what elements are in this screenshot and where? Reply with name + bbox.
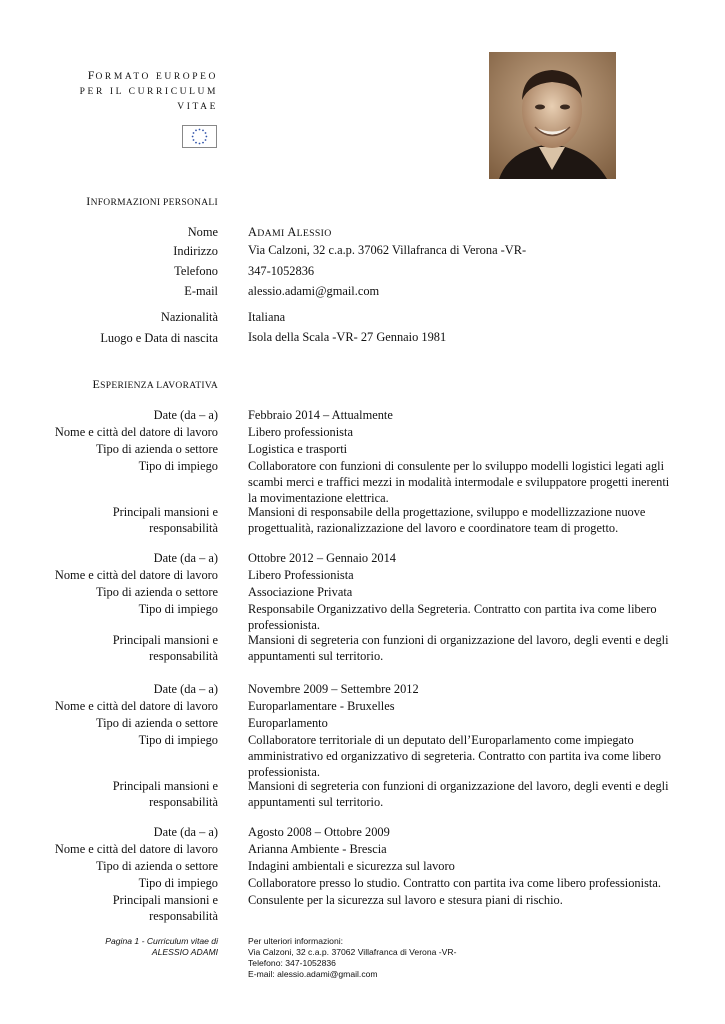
job-dates: Novembre 2009 – Settembre 2012 bbox=[248, 682, 419, 696]
job-sector-label: Tipo di azienda o settore bbox=[95, 442, 218, 456]
job-duties: Consulente per la sicurezza sul lavoro e stesura piani di rischio. bbox=[248, 893, 563, 907]
nationality-value: Italiana bbox=[248, 310, 286, 324]
job-duties-label-2: responsabilità bbox=[149, 795, 218, 809]
job-sector: Logistica e trasporti bbox=[248, 442, 348, 456]
job-dates: Agosto 2008 – Ottobre 2009 bbox=[248, 825, 390, 839]
address-label: Indirizzo bbox=[173, 244, 218, 258]
job-dates-label: Date (da – a) bbox=[153, 682, 218, 696]
job-dates: Ottobre 2012 – Gennaio 2014 bbox=[248, 551, 396, 565]
job-duties-label-1: Principali mansioni e bbox=[112, 505, 218, 519]
job-type: Collaboratore territoriale di un deputato dell’Europarlamento come impiegato amministrativo ed organizzativo di segreteria. Contratto con partita iva come libero professionista. bbox=[248, 733, 661, 779]
eu-flag-icon bbox=[182, 125, 217, 148]
job-duties-label-2: responsabilità bbox=[149, 909, 218, 923]
email-label: E-mail bbox=[184, 284, 218, 298]
job-duties-label-2: responsabilità bbox=[149, 649, 218, 663]
job-type: Responsabile Organizzativo della Segreteria. Contratto con partita iva come libero professionista. bbox=[248, 602, 657, 632]
job-employer-label: Nome e città del datore di lavoro bbox=[54, 568, 218, 582]
job-duties-label-1: Principali mansioni e bbox=[112, 893, 218, 907]
footer-page-line-1: Pagina 1 - Curriculum vitae di bbox=[105, 936, 218, 946]
footer-contact-line-4: E-mail: alessio.adami@gmail.com bbox=[248, 969, 378, 979]
header-line-3: VITAE bbox=[177, 102, 218, 112]
footer-contact-line-2: Via Calzoni, 32 c.a.p. 37062 Villafranca di Verona -VR- bbox=[248, 947, 457, 957]
job-employer-label: Nome e città del datore di lavoro bbox=[54, 699, 218, 713]
cv-format-header bbox=[80, 68, 218, 115]
job-type-label: Tipo di impiego bbox=[138, 733, 218, 747]
job-duties-label-1: Principali mansioni e bbox=[112, 779, 218, 793]
job-duties: Mansioni di segreteria con funzioni di organizzazione del lavoro, degli eventi e degli appuntamenti sul territorio. bbox=[248, 779, 669, 809]
section-work-experience: ESPERIENZA LAVORATIVA bbox=[92, 377, 218, 391]
job-duties-label-1: Principali mansioni e bbox=[112, 633, 218, 647]
job-duties: Mansioni di segreteria con funzioni di organizzazione del lavoro, degli eventi e degli appuntamenti sul territorio. bbox=[248, 633, 669, 663]
job-sector-label: Tipo di azienda o settore bbox=[95, 585, 218, 599]
phone-label: Telefono bbox=[174, 264, 218, 278]
job-sector-label: Tipo di azienda o settore bbox=[95, 716, 218, 730]
job-type: Collaboratore con funzioni di consulente per lo sviluppo modelli logistici legati agli scambi merci e traffici mezzi in modalità intermodale e sviluppatore progetti inerenti la movimentazione elettrica. bbox=[248, 459, 670, 505]
job-duties-label-2: responsabilità bbox=[149, 521, 218, 535]
job-employer-label: Nome e città del datore di lavoro bbox=[54, 842, 218, 856]
job-sector-label: Tipo di azienda o settore bbox=[95, 859, 218, 873]
footer-page-info bbox=[105, 936, 218, 958]
name-label: Nome bbox=[187, 225, 218, 239]
job-duties: Mansioni di responsabile della progettazione, sviluppo e modellizzazione nuove progettualità, razionalizzazione del lavoro e coordinatore team di progetto. bbox=[248, 505, 646, 535]
phone-value: 347-1052836 bbox=[248, 264, 315, 278]
job-type-label: Tipo di impiego bbox=[138, 876, 218, 890]
header-line-2: PER IL CURRICULUM bbox=[79, 87, 218, 97]
job-employer: Europarlamentare - Bruxelles bbox=[248, 699, 395, 713]
address-value: Via Calzoni, 32 c.a.p. 37062 Villafranca di Verona -VR- bbox=[248, 243, 527, 257]
section-personal-info: INFORMAZIONI PERSONALI bbox=[86, 194, 218, 208]
job-dates-label: Date (da – a) bbox=[153, 825, 218, 839]
job-dates-label: Date (da – a) bbox=[153, 551, 218, 565]
footer-contact-line-1: Per ulteriori informazioni: bbox=[248, 936, 344, 946]
footer-contact-line-3: Telefono: 347-1052836 bbox=[248, 958, 336, 968]
footer-page-line-2: ALESSIO ADAMI bbox=[151, 947, 218, 957]
job-sector: Associazione Privata bbox=[248, 585, 353, 599]
job-type: Collaboratore presso lo studio. Contratto con partita iva come libero professionista. bbox=[248, 876, 661, 890]
job-dates: Febbraio 2014 – Attualmente bbox=[248, 408, 393, 422]
job-type-label: Tipo di impiego bbox=[138, 602, 218, 616]
job-dates-label: Date (da – a) bbox=[153, 408, 218, 422]
footer-contact-info bbox=[248, 936, 456, 980]
job-sector: Europarlamento bbox=[248, 716, 328, 730]
job-employer: Arianna Ambiente - Brescia bbox=[248, 842, 387, 856]
birth-value: Isola della Scala -VR- 27 Gennaio 1981 bbox=[248, 330, 447, 344]
job-employer-label: Nome e città del datore di lavoro bbox=[54, 425, 218, 439]
job-employer: Libero professionista bbox=[248, 425, 353, 439]
profile-photo bbox=[489, 52, 616, 179]
job-sector: Indagini ambientali e sicurezza sul lavoro bbox=[248, 859, 455, 873]
nationality-label: Nazionalità bbox=[160, 310, 218, 324]
name-value: ADAMI ALESSIO bbox=[248, 225, 332, 239]
email-value[interactable]: alessio.adami@gmail.com bbox=[248, 284, 380, 298]
job-employer: Libero Professionista bbox=[248, 568, 354, 582]
header-line-1: FORMATO EUROPEO bbox=[87, 68, 218, 82]
birth-label: Luogo e Data di nascita bbox=[100, 331, 218, 345]
job-type-label: Tipo di impiego bbox=[138, 459, 218, 473]
